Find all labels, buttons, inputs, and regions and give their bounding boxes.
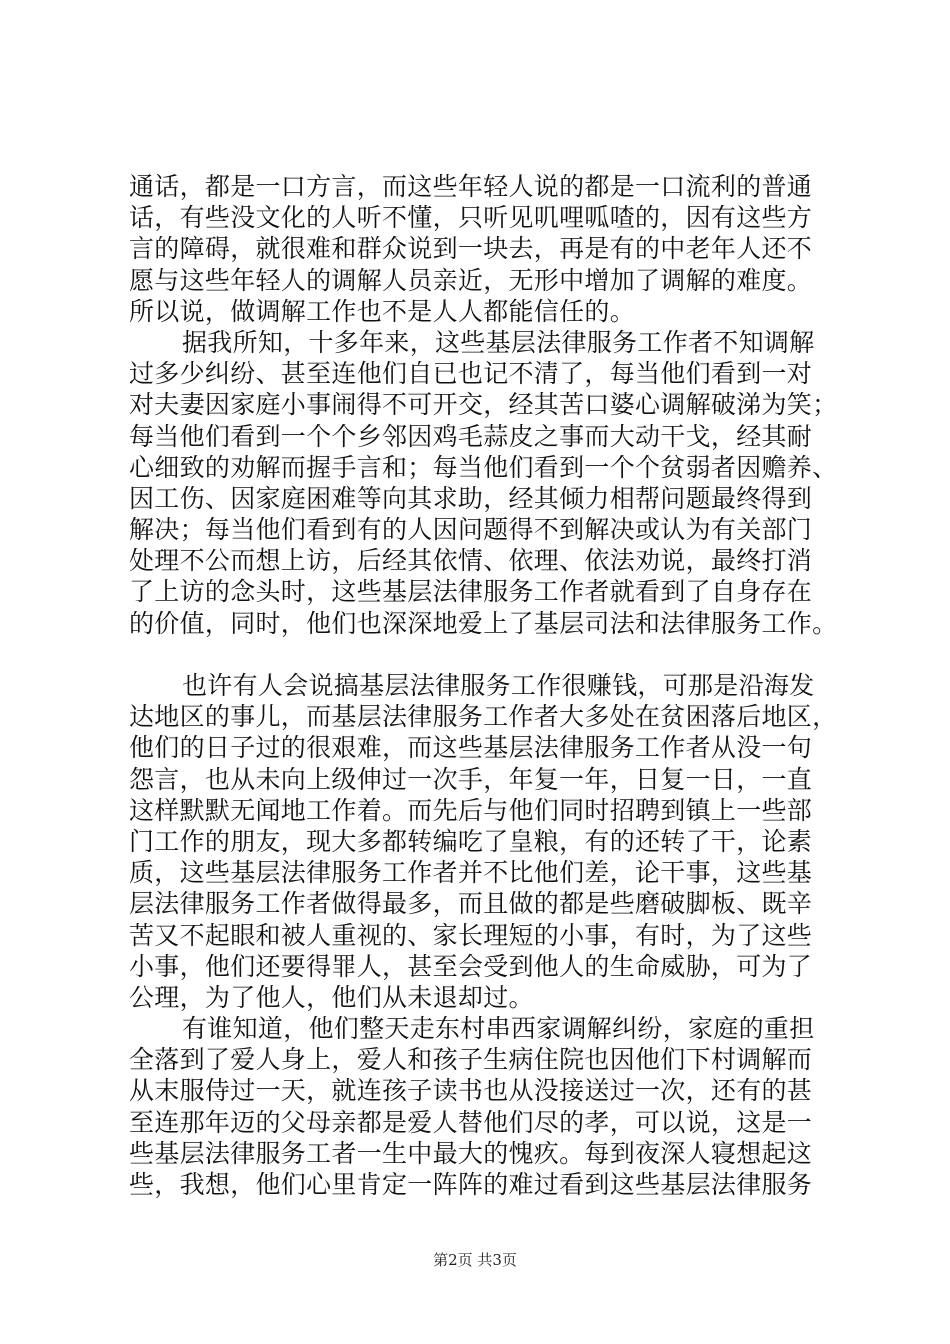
text-line: 这样默默无闻地工作着。而先后与他们同时招聘到镇上一些部 (129, 795, 813, 825)
text-line: 通话，都是一口方言，而这些年轻人说的都是一口流利的普通 (129, 172, 813, 201)
text-line: 话，有些没文化的人听不懂，只听见叽哩呱喳的，因有这些方 (129, 203, 813, 233)
text-line: 处理不公而想上访，后经其依情、依理、依法劝说，最终打消 (129, 546, 813, 576)
text-line: 从末服侍过一天，就连孩子读书也从没接送过一次，还有的甚 (129, 1076, 813, 1106)
text-line: 愿与这些年轻人的调解人员亲近，无形中增加了调解的难度。 (129, 265, 813, 295)
text-line: 他们的日子过的很艰难，而这些基层法律服务工作者从没一句 (129, 733, 813, 763)
text-line: 心细致的劝解而握手言和；每当他们看到一个个贫弱者因赡养、 (129, 452, 838, 482)
text-line: 些，我想，他们心里肯定一阵阵的难过看到这些基层法律服务 (129, 1170, 813, 1199)
text-line: 至连那年迈的父母亲都是爱人替他们尽的孝，可以说，这是一 (129, 1107, 813, 1137)
text-line: 门工作的朋友，现大多都转编吃了皇粮，有的还转了干，论素 (129, 826, 813, 856)
text-line: 也许有人会说搞基层法律服务工作很赚钱，可那是沿海发 (182, 671, 815, 700)
text-line: 层法律服务工作者做得最多，而且做的都是些磨破脚板、既辛 (129, 889, 813, 919)
text-line: 过多少纠纷、甚至连他们自已也记不清了，每当他们看到一对 (129, 359, 813, 389)
text-line: 有谁知道，他们整天走东村串西家调解纠纷，家庭的重担 (182, 1014, 815, 1044)
text-line: 些基层法律服务工者一生中最大的愧疚。每到夜深人寝想起这 (129, 1138, 813, 1168)
text-line: 解决；每当他们看到有的人因问题得不到解决或认为有关部门 (129, 515, 813, 545)
page-number-label: 第2页 共3页 (433, 1251, 517, 1269)
paragraph-3 (129, 670, 839, 1013)
paragraph-gap (129, 639, 839, 670)
body-text (129, 171, 839, 1200)
text-line: 据我所知，十多年来，这些基层法律服务工作者不知调解 (182, 327, 815, 357)
text-line: 每当他们看到一个个乡邻因鸡毛蒜皮之事而大动干戈，经其耐 (129, 421, 813, 451)
text-line: 对夫妻因家庭小事闹得不可开交，经其苦口婆心调解破涕为笑； (129, 390, 838, 420)
text-line: 全落到了爱人身上，爱人和孩子生病住院也因他们下村调解而 (129, 1045, 813, 1075)
text-line: 怨言，也从未向上级伸过一次手，年复一年，日复一日，一直 (129, 764, 813, 794)
text-line: 小事，他们还要得罪人，甚至会受到他人的生命威胁，可为了 (129, 951, 813, 981)
text-line: 因工伤、因家庭困难等向其求助，经其倾力相帮问题最终得到 (129, 483, 813, 513)
text-line: 言的障碍，就很难和群众说到一块去，再是有的中老年人还不 (129, 234, 813, 264)
text-line: 的价值，同时，他们也深深地爱上了基层司法和法律服务工作。 (129, 608, 838, 638)
text-line: 达地区的事儿，而基层法律服务工作者大多处在贫困落后地区， (129, 702, 838, 732)
text-line: 所以说，做调解工作也不是人人都能信任的。 (129, 296, 636, 326)
text-line: 了上访的念头时，这些基层法律服务工作者就看到了自身存在 (129, 577, 813, 607)
paragraph-4 (129, 1013, 839, 1200)
text-line: 苦又不起眼和被人重视的、家长理短的小事，有时，为了这些 (129, 920, 813, 950)
text-line: 公理，为了他人，他们从未退却过。 (129, 982, 534, 1012)
paragraph-2 (129, 327, 839, 639)
text-line: 质，这些基层法律服务工作者并不比他们差，论干事，这些基 (129, 858, 813, 888)
page-footer (0, 1250, 950, 1270)
paragraph-1 (129, 171, 839, 327)
